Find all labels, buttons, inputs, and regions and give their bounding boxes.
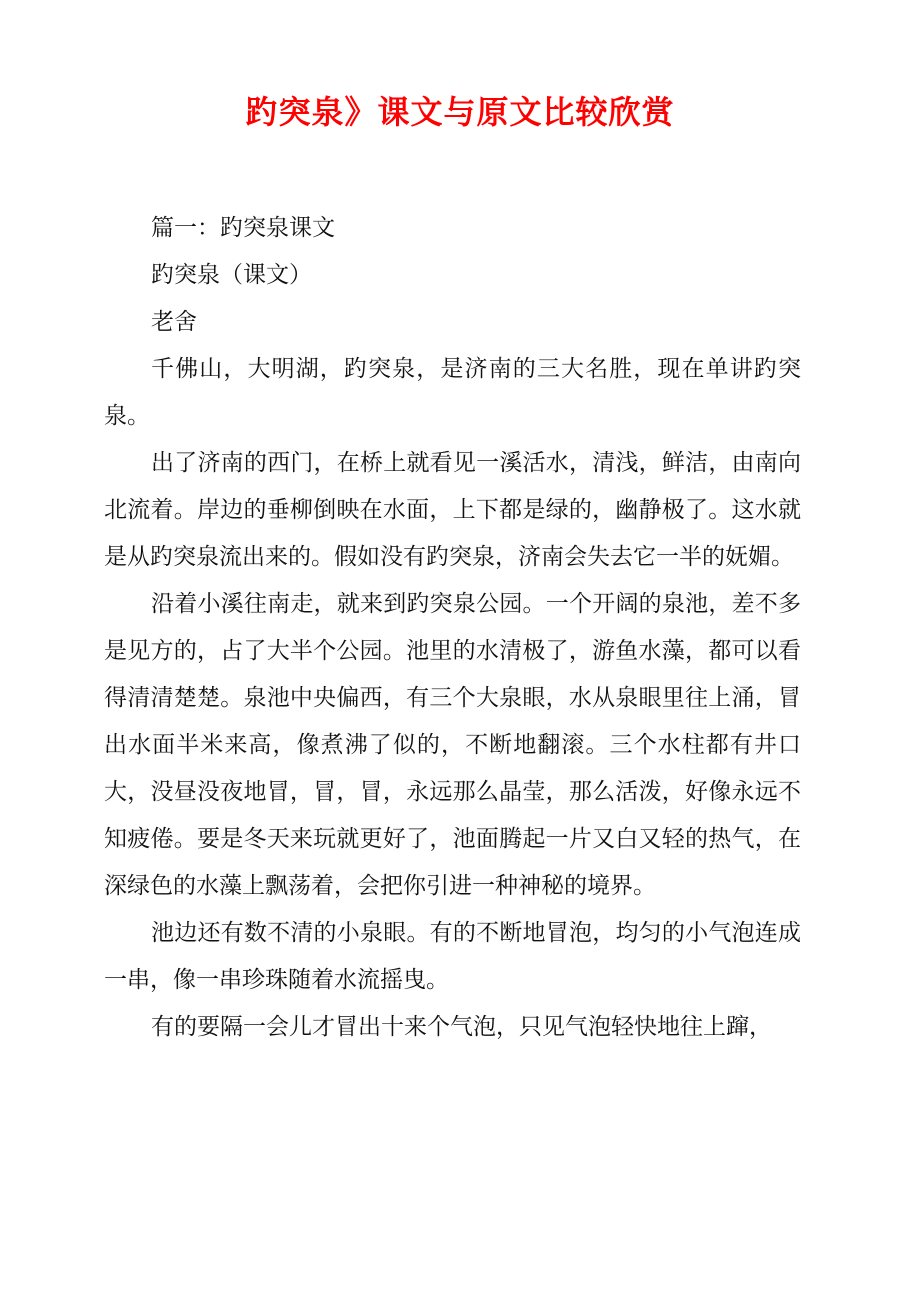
- document-title: 趵突泉》课文与原文比较欣赏: [245, 93, 675, 131]
- document-body: [104, 205, 801, 1051]
- section-heading: 篇一：趵突泉课文: [151, 215, 335, 241]
- article-author: 老舍: [151, 309, 197, 335]
- paragraph: 有的要隔一会儿才冒出十来个气泡，只见气泡轻快地往上蹿，: [151, 1014, 772, 1040]
- article-title: 趵突泉（课文）: [151, 262, 312, 288]
- paragraph: 沿着小溪往南走，就来到趵突泉公园。一个开阔的泉池，差不多是见方的，占了大半个公园。池里的水清极了，游鱼水藻，都可以看得清清楚楚。泉池中央偏西，有三个大泉眼，水从泉眼里往上涌，冒出水面半米来高，像煮沸了似的，不断地翻滚。三个水柱都有井口大，没昼没夜地冒，冒，冒，永远那么晶莹，那么活泼，好像永远不知疲倦。要是冬天来玩就更好了，池面腾起一片又白又轻的热气，在深绿色的水藻上飘荡着，会把你引进一种神秘的境界。: [104, 591, 801, 899]
- paragraph: 池边还有数不清的小泉眼。有的不断地冒泡，均匀的小气泡连成一串，像一串珍珠随着水流摇曳。: [104, 920, 801, 993]
- paragraph: 千佛山，大明湖，趵突泉，是济南的三大名胜，现在单讲趵突泉。: [104, 356, 801, 429]
- paragraph: 出了济南的西门，在桥上就看见一溪活水，清浅，鲜洁，由南向北流着。岸边的垂柳倒映在水面，上下都是绿的，幽静极了。这水就是从趵突泉流出来的。假如没有趵突泉，济南会失去它一半的妩媚。: [104, 450, 801, 570]
